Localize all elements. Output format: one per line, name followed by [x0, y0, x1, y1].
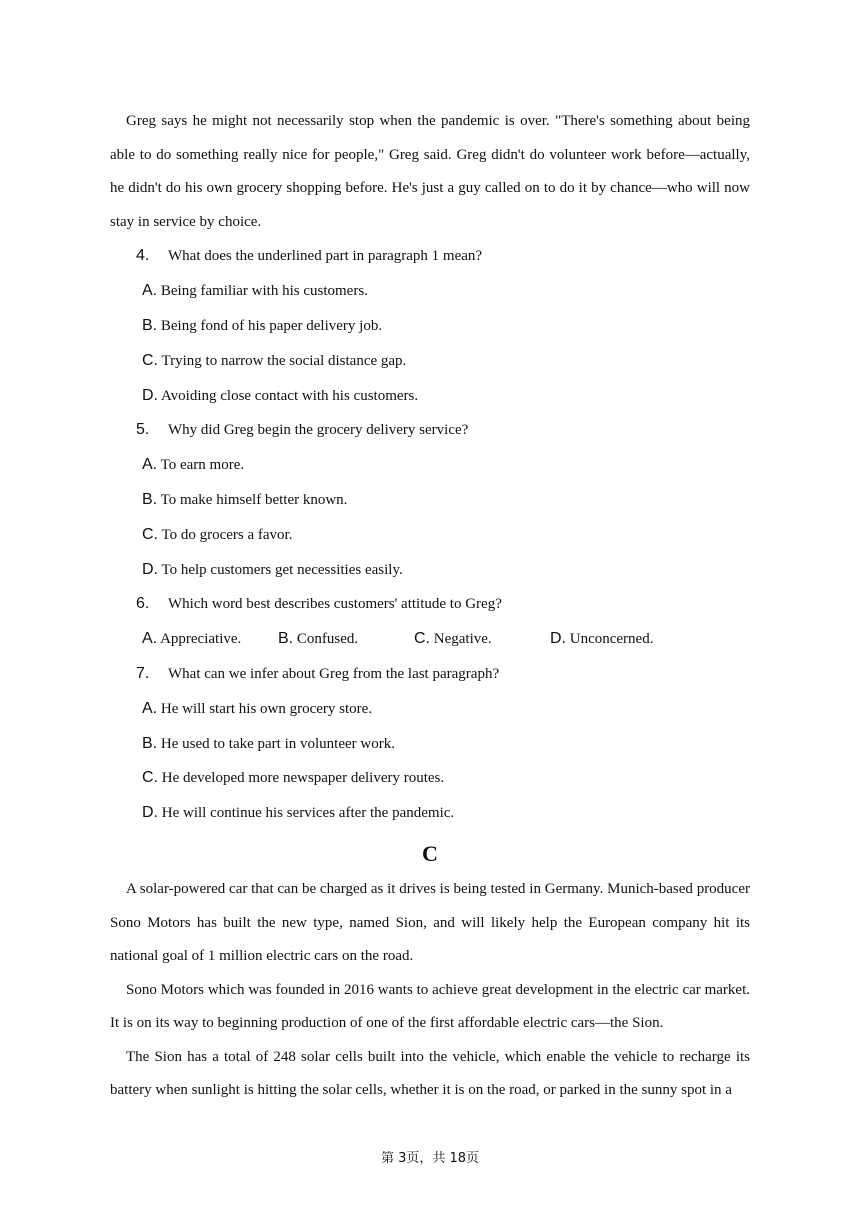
passage-paragraph: A solar-powered car that can be charged as it drives is being tested in Germany. Munich-based producer Sono Motors has built the new type, named Sion, and will likely help the European company hit its national goal of 1 million electric cars on the road. — [110, 880, 750, 965]
option-text: To make himself better known. — [160, 491, 348, 508]
page-footer: 第 3页，共 18页 — [380, 1151, 480, 1166]
option-text: He used to take part in volunteer work. — [160, 735, 395, 752]
option-4d — [110, 379, 750, 414]
document-page — [110, 105, 750, 1108]
question-number: 6. — [136, 595, 150, 613]
option-7c — [110, 761, 750, 796]
question-text: What can we infer about Greg from the last paragraph? — [168, 665, 500, 682]
option-5b — [110, 483, 750, 518]
option-letter: D. — [142, 386, 158, 404]
option-6c — [414, 622, 550, 657]
option-letter: A. — [142, 456, 158, 474]
option-text: To earn more. — [160, 457, 245, 474]
option-letter: B. — [142, 316, 158, 334]
option-text: He will continue his services after the pandemic. — [161, 805, 455, 822]
options-row-6 — [110, 622, 750, 657]
option-7d — [110, 796, 750, 831]
option-letter: D. — [142, 560, 158, 578]
question-5 — [110, 413, 750, 448]
passage-paragraph: Greg says he might not necessarily stop when the pandemic is over. "There's something about being able to do something really nice for people," Greg said. Greg didn't do volunteer work before—actually, he didn't do his own grocery shopping before. He's just a guy called on to do it by chance—who will now stay in service by choice. — [110, 113, 750, 230]
question-text: What does the underlined part in paragraph 1 mean? — [168, 248, 483, 265]
option-4a — [110, 274, 750, 309]
question-number: 4. — [136, 247, 150, 265]
option-text: To help customers get necessities easily. — [161, 561, 403, 578]
option-text: Unconcerned. — [569, 631, 654, 648]
passage-paragraph: Sono Motors which was founded in 2016 wants to achieve great development in the electric car market. It is on its way to beginning production of one of the first affordable electric cars—the Sion. — [110, 981, 750, 1032]
option-text: Avoiding close contact with his customers. — [160, 387, 419, 404]
option-text: Being fond of his paper delivery job. — [160, 317, 383, 334]
option-letter: A. — [142, 699, 158, 717]
question-number: 7. — [136, 664, 150, 682]
question-text: Why did Greg begin the grocery delivery service? — [168, 422, 469, 439]
option-letter: A. — [142, 630, 158, 648]
option-letter: C. — [142, 769, 158, 787]
option-text: Being familiar with his customers. — [160, 283, 368, 300]
option-text: Appreciative. — [160, 631, 242, 648]
option-5d — [110, 553, 750, 588]
option-letter: A. — [142, 282, 158, 300]
option-5a — [110, 448, 750, 483]
option-letter: C. — [414, 630, 430, 648]
option-6a — [142, 622, 278, 657]
question-7 — [110, 657, 750, 692]
question-text: Which word best describes customers' attitude to Greg? — [168, 596, 502, 613]
question-6 — [110, 587, 750, 622]
question-4 — [110, 239, 750, 274]
option-7a — [110, 692, 750, 727]
option-5c — [110, 518, 750, 553]
option-letter: B. — [142, 734, 158, 752]
option-6d — [550, 622, 686, 657]
option-letter: D. — [550, 630, 566, 648]
option-text: Negative. — [433, 631, 492, 648]
option-letter: D. — [142, 804, 158, 822]
option-text: He developed more newspaper delivery routes. — [161, 770, 445, 787]
option-letter: C. — [142, 351, 158, 369]
option-letter: B. — [142, 490, 158, 508]
option-4b — [110, 309, 750, 344]
option-4c — [110, 344, 750, 379]
option-letter: C. — [142, 525, 158, 543]
section-heading: C — [422, 840, 438, 866]
option-letter: B. — [278, 630, 294, 648]
option-text: Confused. — [296, 631, 359, 648]
option-text: He will start his own grocery store. — [160, 700, 373, 717]
option-text: To do grocers a favor. — [161, 526, 293, 543]
option-text: Trying to narrow the social distance gap. — [161, 352, 407, 369]
option-7b — [110, 727, 750, 762]
passage-paragraph: The Sion has a total of 248 solar cells built into the vehicle, which enable the vehicle to recharge its battery when sunlight is hitting the solar cells, whether it is on the road, or parked in the sunny spot in a — [110, 1048, 750, 1099]
question-number: 5. — [136, 421, 150, 439]
option-6b — [278, 622, 414, 657]
